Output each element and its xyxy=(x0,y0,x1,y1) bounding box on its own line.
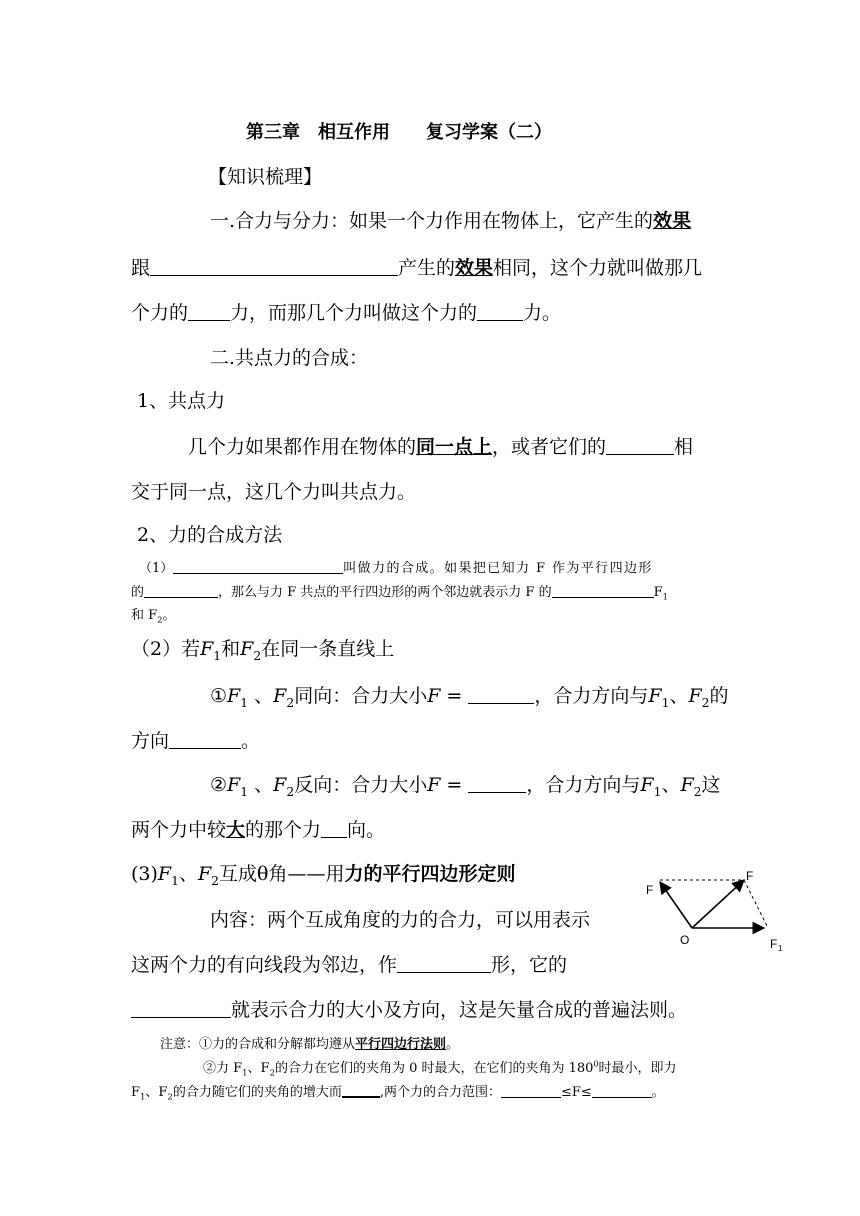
p3-text-b: 在同一条直线上 xyxy=(261,638,395,660)
p4-f1: F xyxy=(227,685,241,707)
p5-text-c: 这 xyxy=(701,774,721,796)
s1-line3 xyxy=(131,298,561,325)
note-b4: 时最小，即力 xyxy=(598,1061,677,1076)
p5-s1: 1 xyxy=(240,784,249,799)
blank-note-b[interactable] xyxy=(501,1084,561,1098)
p1-text-a: 几个力如果都作用在物体的 xyxy=(188,436,417,458)
p6-text-d: 这两个力的有向线段为邻边，作 xyxy=(131,954,398,976)
p2-small-b: 叫做力的合成。如果把已知力 F 作为平行四边形 xyxy=(343,561,653,576)
label-o: O xyxy=(680,933,690,947)
p6-line4 xyxy=(131,995,687,1022)
p5-text-d: 两个力中较 xyxy=(131,819,227,841)
s1-text-a: 合力与分力：如果一个力作用在物体上，它产生的 xyxy=(235,210,654,232)
note-a-end: 。 xyxy=(446,1037,460,1052)
p6-text-b: 互成θ角——用 xyxy=(219,863,345,885)
p3-text-a: （2）若 xyxy=(131,638,201,660)
note-b: ②力 F xyxy=(203,1061,243,1076)
p2-small-line3 xyxy=(131,604,176,625)
s1-text-b: 跟 xyxy=(131,257,151,279)
p1-heading: 1、共点力 xyxy=(137,390,226,412)
s1-text-d: 相同，这个力就叫做那几 xyxy=(493,257,703,279)
p4-s2: 2 xyxy=(286,695,295,710)
note-line2 xyxy=(203,1057,677,1078)
p2-small-d: ，那么与力 F 共点的平行四边形的两个邻边就表示力 F 的 xyxy=(218,585,552,600)
p5-s2b: 2 xyxy=(693,784,702,799)
p5-f1b: F xyxy=(640,774,654,796)
p3-s1: 1 xyxy=(213,648,222,663)
p3-line xyxy=(131,634,394,663)
note-b-sup: 0 xyxy=(593,1059,599,1069)
p4-sep: 、 xyxy=(248,685,274,707)
s1-line2 xyxy=(131,253,702,280)
p2-small-g: 。 xyxy=(162,608,176,623)
p4-text-e: 。 xyxy=(241,730,261,752)
blank-s1-c[interactable] xyxy=(477,301,523,321)
p6-sep: 、 xyxy=(178,863,198,885)
blank-p1[interactable] xyxy=(606,435,674,455)
p6-text-e: 形，它的 xyxy=(491,954,568,976)
p2-small-c: 的 xyxy=(131,585,145,600)
s1-text-e: 个力的 xyxy=(131,302,189,324)
blank-s1-a[interactable] xyxy=(150,256,398,276)
note-b3: 的合力在它们的夹角为 0 时最大，在它们的夹角为 180 xyxy=(274,1061,594,1076)
p5-sep2: 、 xyxy=(661,774,681,796)
note-c-s2: 2 xyxy=(167,1091,173,1102)
blank-p5-b[interactable] xyxy=(321,818,347,838)
p2-small-a: （1） xyxy=(139,561,174,576)
p5-text-a: 反向：合力大小 xyxy=(294,774,428,796)
p5-f2: F xyxy=(273,774,287,796)
p6-s2: 2 xyxy=(211,873,220,888)
p4-f2b: F xyxy=(688,685,702,707)
s1-line1 xyxy=(210,206,691,233)
blank-p4-a[interactable] xyxy=(468,684,534,704)
p3-s2: 2 xyxy=(253,648,262,663)
p4-eq: = xyxy=(440,685,469,707)
p6-line1 xyxy=(131,859,516,888)
p6-line3 xyxy=(131,950,567,977)
p2-small-e: F xyxy=(653,585,663,600)
p4-f2: F xyxy=(273,685,287,707)
note-b2: 、F xyxy=(247,1061,270,1076)
p1-line1 xyxy=(188,432,693,459)
p5-s2: 2 xyxy=(286,784,295,799)
p1-text-c: 相 xyxy=(674,436,694,458)
p5-eq: = xyxy=(440,774,469,796)
dashed-right xyxy=(744,880,768,928)
p5-text-f: 向。 xyxy=(347,819,386,841)
p4-s1b: 1 xyxy=(661,695,670,710)
note-c: F xyxy=(131,1085,141,1100)
label-f-top: F xyxy=(746,869,754,883)
p4-text-d: 方向 xyxy=(131,730,170,752)
s1-text-c: 产生的 xyxy=(398,257,456,279)
blank-note-c[interactable] xyxy=(592,1084,652,1098)
p3-and: 和 xyxy=(221,638,241,660)
p4-text-a: 同向：合力大小 xyxy=(294,685,428,707)
p2-small-e-sub: 1 xyxy=(662,591,668,602)
p4-text-c: 的 xyxy=(709,685,729,707)
note-line3 xyxy=(131,1081,665,1102)
note-c2: 、F xyxy=(145,1085,168,1100)
p4-s1: 1 xyxy=(240,695,249,710)
p5-sep: 、 xyxy=(248,774,274,796)
p4-sep2: 、 xyxy=(669,685,689,707)
parallelogram-diagram xyxy=(640,866,790,956)
p5-circle: ② xyxy=(210,774,228,796)
blank-p2-b[interactable] xyxy=(144,584,218,598)
p2-small-f-sub: 2 xyxy=(157,614,163,625)
blank-p6-a[interactable] xyxy=(397,953,491,973)
note-b-s2: 2 xyxy=(269,1067,275,1078)
p3-f2: F xyxy=(240,638,254,660)
p2-heading: 2、力的合成方法 xyxy=(137,524,283,546)
p6-s1: 1 xyxy=(171,873,179,888)
note-c-s1: 1 xyxy=(140,1091,146,1102)
blank-p6-b[interactable] xyxy=(131,998,231,1018)
p5-f2b: F xyxy=(680,774,694,796)
note-c6: 。 xyxy=(651,1085,665,1100)
p5-line1 xyxy=(210,770,721,799)
p5-F: F xyxy=(427,774,441,796)
p2-small-line2 xyxy=(131,581,668,602)
blank-p2-c[interactable] xyxy=(552,584,654,598)
p6-rule: 力的平行四边形定则 xyxy=(344,863,516,885)
parallelogram-svg xyxy=(640,866,790,956)
p4-line2 xyxy=(131,726,260,753)
label-f1-sub: 1 xyxy=(778,944,783,953)
s1-label: 一. xyxy=(210,210,236,232)
section-heading: 【知识梳理】 xyxy=(208,166,323,188)
s2-heading: 二.共点力的合成： xyxy=(210,347,369,369)
p5-text-e: 的那个力 xyxy=(245,819,322,841)
blank-note-a[interactable] xyxy=(342,1083,380,1098)
p6-text-a: (3) xyxy=(131,863,158,885)
p4-text-b: ，合力方向与 xyxy=(534,685,649,707)
p3-f1: F xyxy=(200,638,214,660)
blank-p4-b[interactable] xyxy=(169,729,241,749)
note-c4: ,两个力的合力范围： xyxy=(379,1085,501,1100)
blank-p5-a[interactable] xyxy=(468,773,526,793)
s1-text-g: 力。 xyxy=(523,302,562,324)
note-line1 xyxy=(160,1033,459,1052)
p2-small-line1 xyxy=(139,557,653,576)
p4-s2b: 2 xyxy=(701,695,710,710)
p5-text-b: ，合力方向与 xyxy=(526,774,641,796)
blank-p2-a[interactable] xyxy=(173,560,343,574)
p4-F: F xyxy=(427,685,441,707)
p4-f1b: F xyxy=(648,685,662,707)
p6-line2: 内容：两个互成角度的力的合力，可以用表示 xyxy=(210,909,591,931)
s1-text-f: 力，而那几个力叫做这个力的 xyxy=(230,302,478,324)
note-b-s1: 1 xyxy=(242,1067,248,1078)
p1-same-point: 同一点上 xyxy=(416,436,493,458)
label-f1: F xyxy=(770,937,778,951)
page-title: 第三章 相互作用 复习学案（二） xyxy=(246,122,552,143)
label-f-left: F xyxy=(646,883,654,897)
s1-effect2: 效果 xyxy=(455,257,494,279)
p5-big: 大 xyxy=(226,819,246,841)
p6-f1: F xyxy=(157,863,172,885)
note-a: 注意：①力的合成和分解都均遵从 xyxy=(160,1037,356,1052)
note-a-rule: 平行四边行法则 xyxy=(355,1037,447,1052)
s1-effect: 效果 xyxy=(653,210,692,232)
p4-line1 xyxy=(210,681,729,710)
p4-circle: ① xyxy=(210,685,228,707)
p5-s1b: 1 xyxy=(653,784,662,799)
p2-small-f: 和 F xyxy=(131,608,158,623)
resultant-vector xyxy=(692,880,744,928)
blank-s1-b[interactable] xyxy=(188,301,230,321)
p6-f2: F xyxy=(197,863,212,885)
p6-text-f: 就表示合力的大小及方向，这是矢量合成的普遍法则。 xyxy=(231,999,688,1021)
note-c5: ≤F≤ xyxy=(560,1085,592,1100)
p1-text-b: ，或者它们的 xyxy=(492,436,607,458)
force-vector-left xyxy=(660,882,692,928)
note-c3: 的合力随它们的夹角的增大而 xyxy=(172,1085,342,1100)
p1-line2: 交于同一点，这几个力叫共点力。 xyxy=(131,481,417,503)
p5-f1: F xyxy=(227,774,241,796)
p5-line2 xyxy=(131,815,385,842)
